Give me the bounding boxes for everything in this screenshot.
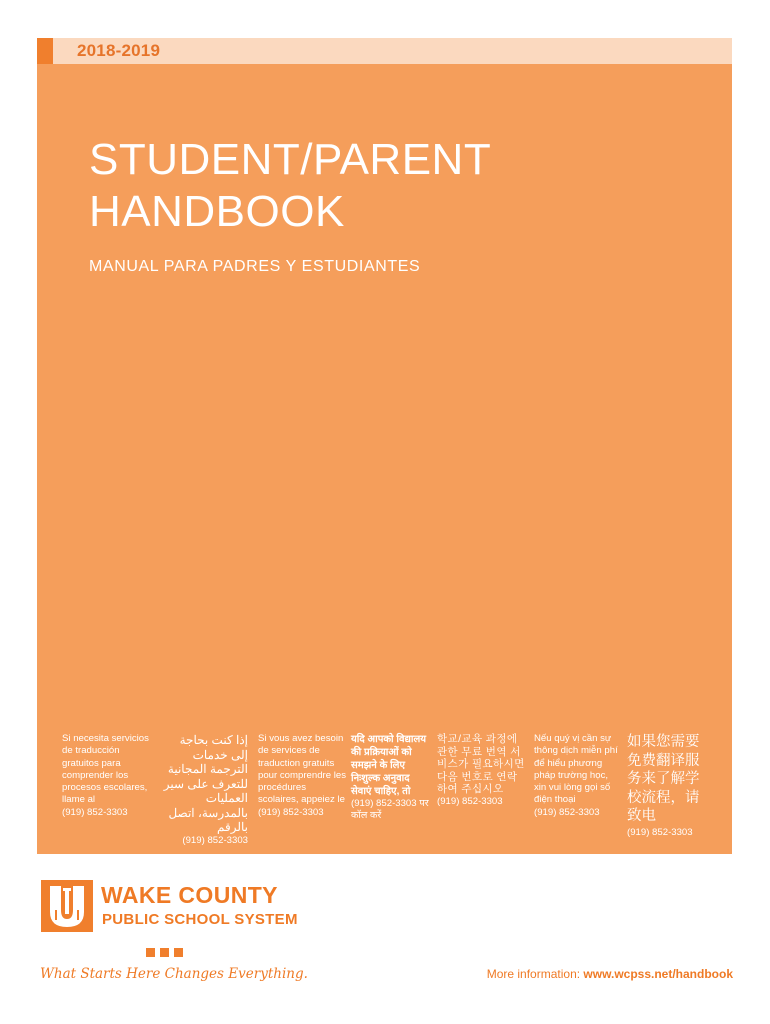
wcpss-logo-icon: [41, 880, 93, 932]
title-line-2: HANDBOOK: [89, 187, 345, 236]
handbook-subtitle: MANUAL PARA PADRES Y ESTUDIANTES: [89, 258, 421, 275]
translation-phone: (919) 852-3303 पर कॉल करें: [351, 798, 429, 821]
handbook-link[interactable]: www.wcpss.net/handbook: [583, 967, 733, 981]
translation-text: Si vous avez besoin de services de traduction gratuits pour comprendre les procédures scolaires, appeiez le (919) 852-3303: [258, 733, 346, 818]
cover-panel: [37, 64, 732, 854]
year-bar-accent: [37, 38, 53, 64]
translation-arabic: [162, 733, 248, 847]
translation-text: Si necesita servicios de traducción gratuitos para comprender los procesos escolares, llame al: [62, 733, 149, 806]
title-line-1: STUDENT/PARENT: [89, 135, 492, 184]
handbook-title: [89, 134, 491, 238]
translation-spanish: [62, 733, 154, 819]
more-information: [487, 967, 733, 981]
translation-hindi: [351, 733, 431, 822]
translation-text: 학교/교육 과정에 관한 무료 번역 서비스가 필요하시면 다음 번호로 연락하여 주십시오: [437, 733, 525, 796]
translation-text: إذا كنت بحاجة إلى خدمات الترجمة المجانية للتعرف على سير العمليات بالمدرسة، اتصل بالرقم: [163, 733, 248, 834]
org-subtitle: PUBLIC SCHOOL SYSTEM: [102, 911, 298, 928]
translation-text: 如果您需要免费翻译服务来了解学校流程，请致电: [627, 734, 700, 824]
translation-phone: (919) 852-3303: [534, 806, 600, 818]
year-bar: [37, 38, 732, 64]
decorative-squares: [146, 944, 188, 962]
translation-text: यदि आपको विद्यालय की प्रक्रियाओं को समझने के लिए निःशुल्क अनुवाद सेवाएं चाहिए, तो: [351, 734, 427, 797]
translation-phone: (919) 852-3303: [437, 795, 503, 807]
translation-chinese: [627, 733, 711, 839]
tagline: What Starts Here Changes Everything.: [40, 966, 308, 982]
translation-french: [258, 733, 348, 819]
translation-phone: (919) 852-3303: [62, 806, 128, 818]
translation-phone: (919) 852-3303: [182, 834, 248, 846]
translation-vietnamese: [534, 733, 618, 819]
org-name: WAKE COUNTY: [101, 882, 278, 908]
translation-phone: (919) 852-3303: [627, 826, 693, 838]
school-year: 2018-2019: [77, 41, 161, 60]
translation-korean: [437, 733, 527, 809]
translation-text: Nếu quý vị cần sự thông dịch miễn phí để hiểu phương pháp trường học, xin vui lòng gọi số điện thoại: [534, 733, 618, 806]
more-info-label: More information:: [486, 967, 581, 981]
